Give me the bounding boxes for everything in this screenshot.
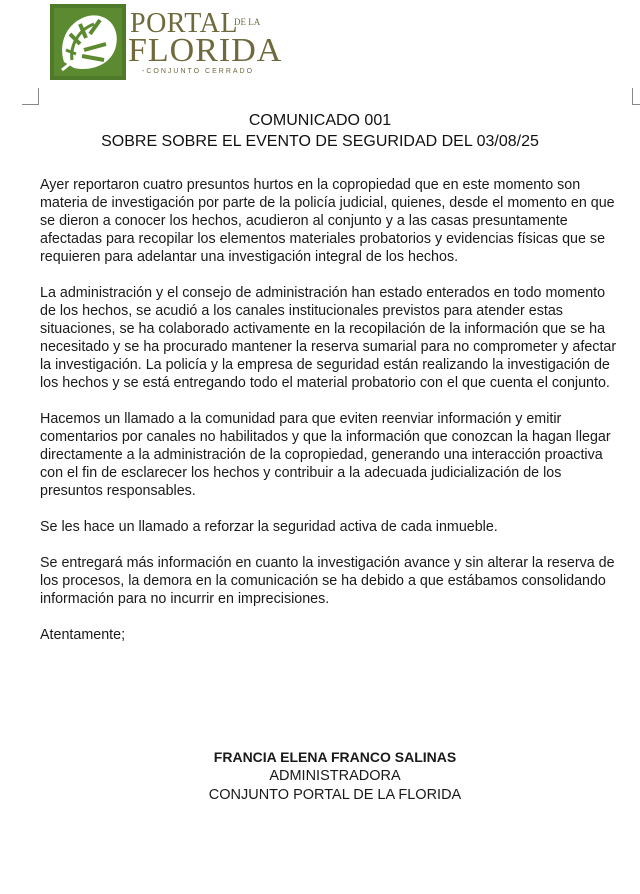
paragraph: La administración y el consejo de administración han estado enterados en todo momento de los hechos, se acudió a los canales institucionales previstos para atender estas situaciones, se ha colaborado activamente en la recopilación de la información que se ha necesitado y se ha procurado mantener la reserva sumarial para no comprometer y afectar la investigación. La policía y la empresa de seguridad están realizando la investigación de los hechos y se está entregando todo el material probatorio con el que cuenta el conjunto. xyxy=(40,285,617,391)
closing-salutation: Atentamente; xyxy=(40,627,126,643)
paragraph: Se les hace un llamado a reforzar la seguridad activa de cada inmueble. xyxy=(40,519,498,535)
signatory-role: ADMINISTRADORA xyxy=(269,768,401,784)
paragraph: Hacemos un llamado a la comunidad para que eviten reenviar información y emitir comentarios por canales no habilitados y que la información que conozcan la hagan llegar directamente a la administración de la copropiedad, generando una interacción proactiva con el fin de esclarecer los hechos y contribuir a la adecuada judicialización de los presuntos responsables. xyxy=(40,411,611,499)
logo-florida-text: FLORIDA xyxy=(128,32,283,69)
signature-block xyxy=(0,748,640,805)
portal-de-la-florida-logo xyxy=(50,4,290,80)
document-title xyxy=(0,110,640,152)
signatory-organization: CONJUNTO PORTAL DE LA FLORIDA xyxy=(208,787,462,803)
paragraph: Se entregará más información en cuanto la investigación avance y sin alterar la reserva de los procesos, la demora en la comunicación se ha debido a que estábamos consolidando información para no incurrir en imprecisiones. xyxy=(40,555,615,607)
logo-portal-text: PORTAL xyxy=(130,8,238,39)
paragraph: Ayer reportaron cuatro presuntos hurtos en la copropiedad que en este momento son materia de investigación por parte de la policía judicial, quienes, desde el momento en que se dieron a conocer los hechos, acudieron al conjunto y a las casas presuntamente afectadas para recopilar los elementos materiales probatorios y evidencias físicas que se requieren para adelantar una investigación integral de los hechos. xyxy=(40,177,615,265)
logo-conjunto-text: -CONJUNTO CERRADO xyxy=(142,68,255,75)
logo-wordmark xyxy=(130,10,290,80)
monstera-leaf-icon xyxy=(50,4,126,80)
page-margin-corner-left xyxy=(22,88,39,105)
document-body xyxy=(40,176,622,644)
logo-de-la-text: DE LA xyxy=(234,17,261,27)
page-margin-corner-right xyxy=(632,88,640,105)
signatory-name: FRANCIA ELENA FRANCO SALINAS xyxy=(213,749,457,765)
title-line-1: COMUNICADO 001 xyxy=(248,112,392,129)
title-line-2: SOBRE SOBRE EL EVENTO DE SEGURIDAD DEL 03/08/25 xyxy=(101,133,539,150)
